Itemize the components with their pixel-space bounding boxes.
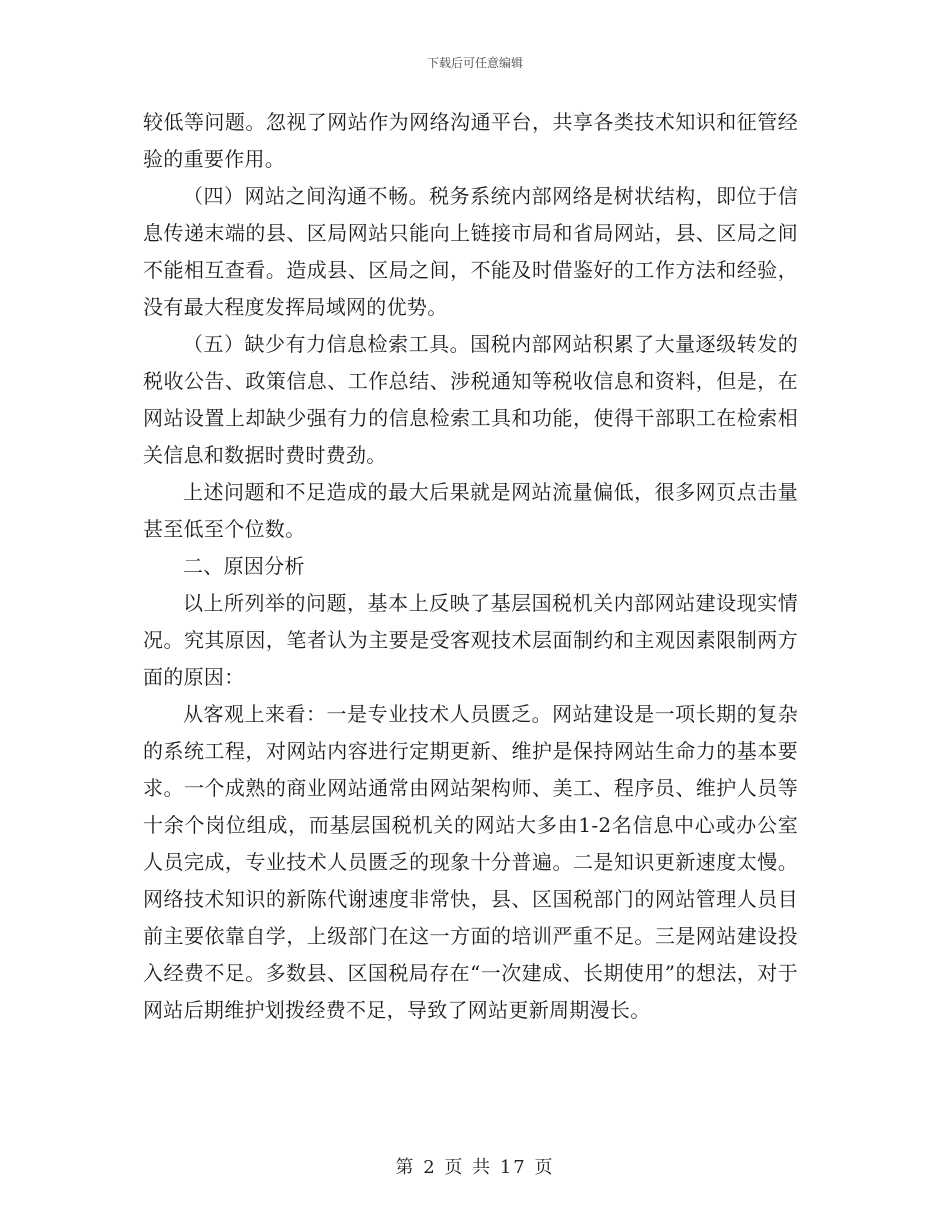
section-heading-cause-analysis: 二、原因分析: [183, 554, 305, 578]
paragraph-5: 以上所列举的问题，基本上反映了基层国税机关内部网站建设现实情况。究其原因，笔者认为主要是受客观技术层面制约和主观因素限制两方面的原因：: [143, 591, 798, 689]
header-note: 下载后可任意编辑: [426, 56, 523, 70]
paragraph-4: 上述问题和不足造成的最大后果就是网站流量偏低，很多网页点击量甚至低至个位数。: [143, 480, 798, 541]
page-number: 第 2 页 共 17 页: [395, 1157, 555, 1178]
paragraph-6: 从客观上来看：一是专业技术人员匮乏。网站建设是一项长期的复杂的系统工程，对网站内容进行定期更新、维护是保持网站生命力的基本要求。一个成熟的商业网站通常由网站架构师、美工、程序员、维护人员等十余个岗位组成，而基层国税机关的网站大多由1-2名信息中心或办公室人员完成，专业技术人员匮乏的现象十分普遍。二是知识更新速度太慢。网络技术知识的新陈代谢速度非常快，县、区国税部门的网站管理人员目前主要依靠自学，上级部门在这一方面的培训严重不足。三是网站建设投入经费不足。多数县、区国税局存在“一次建成、长期使用”的想法，对于网站后期维护划拨经费不足，导致了网站更新周期漫长。: [143, 702, 798, 1022]
paragraph-3: （五）缺少有力信息检索工具。国税内部网站积累了大量逐级转发的税收公告、政策信息、工作总结、涉税通知等税收信息和资料，但是，在网站设置上却缺少强有力的信息检索工具和功能，使得干部职工在检索相关信息和数据时费时费劲。: [143, 332, 798, 467]
paragraph-2: （四）网站之间沟通不畅。税务系统内部网络是树状结构，即位于信息传递末端的县、区局网站只能向上链接市局和省局网站，县、区局之间不能相互查看。造成县、区局之间，不能及时借鉴好的工作方法和经验，没有最大程度发挥局域网的优势。: [143, 184, 798, 319]
paragraph-1: 较低等问题。忽视了网站作为网络沟通平台，共享各类技术知识和征管经验的重要作用。: [143, 110, 798, 171]
document-body: [143, 104, 798, 1029]
